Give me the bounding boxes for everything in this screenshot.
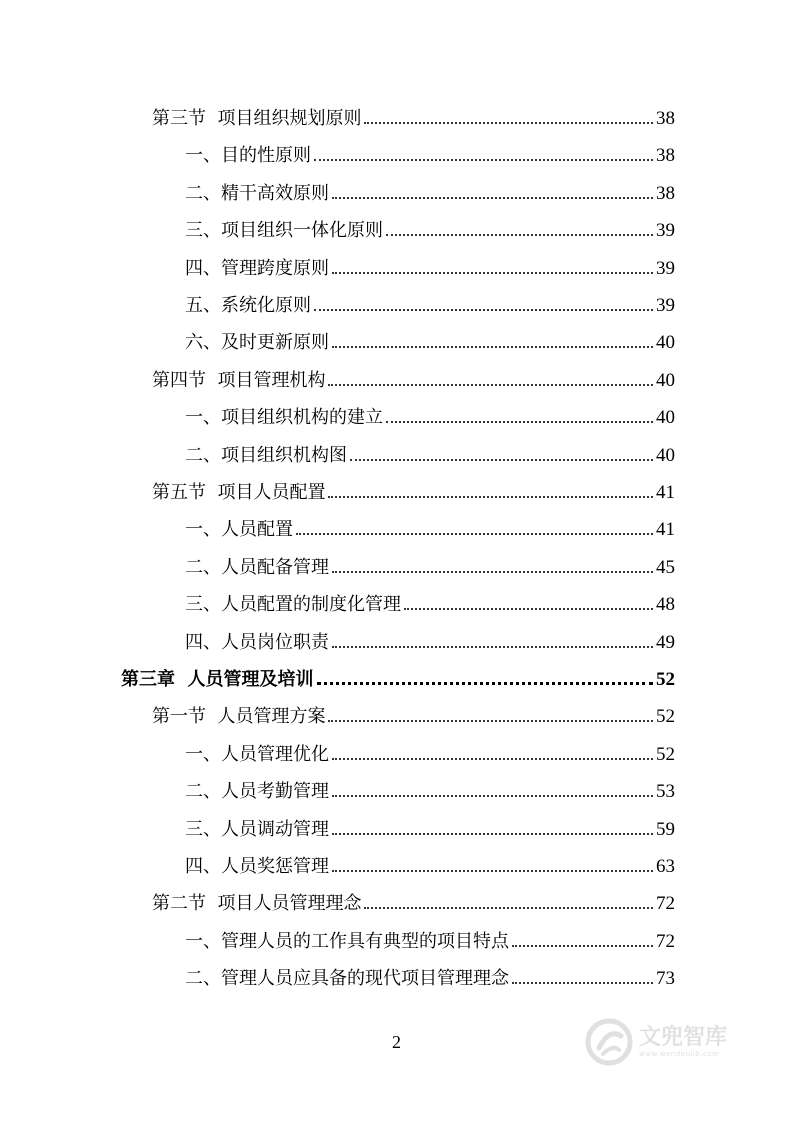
toc-entry-page: 38 (656, 108, 675, 129)
toc-dot-leader (512, 981, 653, 984)
toc-entry-item[interactable] (185, 216, 675, 246)
toc-dot-leader (314, 158, 653, 161)
toc-entry-title: 第三章 人员管理及培训 (121, 669, 314, 690)
toc-entry-page: 40 (656, 369, 675, 391)
toc-entry-title: 三、人员调动管理 (185, 818, 329, 840)
toc-entry-title: 三、项目组织一体化原则 (185, 220, 383, 242)
toc-entry-page: 72 (656, 930, 675, 952)
toc-dot-leader (328, 495, 653, 498)
toc-entry-title: 二、人员配备管理 (185, 556, 329, 578)
toc-entry-item[interactable] (185, 590, 675, 620)
toc-dot-leader (332, 196, 653, 199)
toc-entry-section[interactable] (152, 366, 675, 396)
toc-dot-leader (364, 121, 653, 124)
toc-entry-title: 六、及时更新原则 (185, 332, 329, 354)
toc-entry-page: 48 (656, 594, 675, 616)
toc-entry-item[interactable] (185, 328, 675, 358)
toc-dot-leader (386, 233, 653, 236)
toc-dot-leader (332, 832, 653, 835)
toc-entry-title: 第二节 项目人员管理理念 (152, 893, 362, 915)
toc-entry-item[interactable] (185, 740, 675, 770)
toc-entry-title: 四、人员奖惩管理 (185, 856, 329, 877)
toc-entry-title: 一、项目组织机构的建立 (185, 407, 383, 429)
toc-dot-leader (350, 458, 653, 461)
toc-entry-title: 第一节 人员管理方案 (152, 706, 326, 728)
toc-entry-page: 52 (656, 669, 675, 690)
toc-dot-leader (328, 719, 653, 722)
toc-entry-title: 三、人员配置的制度化管理 (185, 594, 401, 616)
toc-entry-title: 一、人员管理优化 (185, 743, 329, 765)
toc-entry-title: 四、管理跨度原则 (185, 257, 329, 279)
toc-entry-page: 72 (656, 893, 675, 915)
toc-entry-item[interactable] (185, 628, 675, 658)
toc-entry-item[interactable] (185, 777, 675, 807)
watermark-brand (639, 1026, 727, 1059)
toc-entry-page: 73 (656, 968, 675, 990)
toc-dot-leader (386, 420, 653, 423)
watermark-url: www.wendoulib.com (639, 1049, 720, 1058)
toc-entry-page: 41 (656, 519, 675, 541)
toc-entry-page: 59 (656, 818, 675, 840)
toc-entry-title: 五、系统化原则 (185, 295, 311, 316)
toc-entry-page: 52 (656, 706, 675, 728)
toc-entry-title: 四、人员岗位职责 (185, 631, 329, 653)
toc-entry-title: 第三节 项目组织规划原则 (152, 108, 362, 129)
toc-entry-title: 二、人员考勤管理 (185, 781, 329, 803)
toc-entry-item[interactable] (185, 927, 675, 957)
watermark (585, 1012, 755, 1072)
page-number: 2 (392, 1032, 401, 1052)
toc-dot-leader (404, 607, 653, 610)
toc-entry-chapter[interactable] (121, 665, 675, 695)
toc-dot-leader (332, 645, 653, 648)
toc-entry-item[interactable] (185, 815, 675, 845)
toc-dot-leader (332, 570, 653, 573)
toc-entry-title: 第四节 项目管理机构 (152, 369, 326, 391)
toc-entry-item[interactable] (185, 291, 675, 321)
toc-dot-leader (328, 383, 653, 386)
toc-entry-section[interactable] (152, 702, 675, 732)
watermark-brand-text: 文兜智库 (639, 1024, 728, 1050)
toc-entry-title: 二、管理人员应具备的现代项目管理理念 (185, 968, 509, 990)
toc-dot-leader (332, 345, 653, 348)
toc-dot-leader (332, 271, 653, 274)
toc-entry-item[interactable] (185, 852, 675, 882)
toc-entry-page: 39 (656, 220, 675, 242)
wendou-logo-icon (585, 1018, 633, 1066)
toc-dot-leader (332, 794, 653, 797)
toc-entry-page: 38 (656, 145, 675, 167)
toc-dot-leader (296, 532, 653, 535)
toc-entry-page: 53 (656, 781, 675, 803)
toc-entry-section[interactable] (152, 889, 675, 919)
toc-entry-section[interactable] (152, 104, 675, 134)
toc-entry-page: 39 (656, 257, 675, 279)
toc-entry-item[interactable] (185, 553, 675, 583)
toc-dot-leader (332, 757, 653, 760)
toc-entry-item[interactable] (185, 441, 675, 471)
toc-entry-title: 一、管理人员的工作具有典型的项目特点 (185, 930, 509, 952)
toc-entry-item[interactable] (185, 179, 675, 209)
toc-dot-leader (364, 906, 653, 909)
toc-entry-page: 39 (656, 295, 675, 316)
toc-dot-leader (512, 944, 653, 947)
toc-entry-title: 二、精干高效原则 (185, 182, 329, 204)
toc-entry-page: 52 (656, 743, 675, 765)
toc-entry-page: 38 (656, 182, 675, 204)
toc-entry-page: 40 (656, 332, 675, 354)
toc-entry-item[interactable] (185, 515, 675, 545)
toc-entry-page: 49 (656, 631, 675, 653)
toc-entry-item[interactable] (185, 141, 675, 171)
toc-entry-item[interactable] (185, 964, 675, 994)
toc-entry-title: 二、项目组织机构图 (185, 444, 347, 466)
toc-entry-title: 第五节 项目人员配置 (152, 482, 326, 503)
toc-dot-leader (314, 308, 653, 311)
toc-entry-page: 63 (656, 856, 675, 877)
toc-entry-page: 45 (656, 556, 675, 578)
toc-entry-section[interactable] (152, 478, 675, 508)
toc-dot-leader (317, 681, 653, 685)
toc-entry-page: 40 (656, 444, 675, 466)
toc-entry-item[interactable] (185, 403, 675, 433)
toc-entry-item[interactable] (185, 254, 675, 284)
toc-entry-page: 40 (656, 407, 675, 429)
toc-entry-title: 一、目的性原则 (185, 145, 311, 167)
toc-entry-page: 41 (656, 482, 675, 503)
toc-dot-leader (332, 869, 653, 872)
toc-entry-title: 一、人员配置 (185, 519, 293, 541)
